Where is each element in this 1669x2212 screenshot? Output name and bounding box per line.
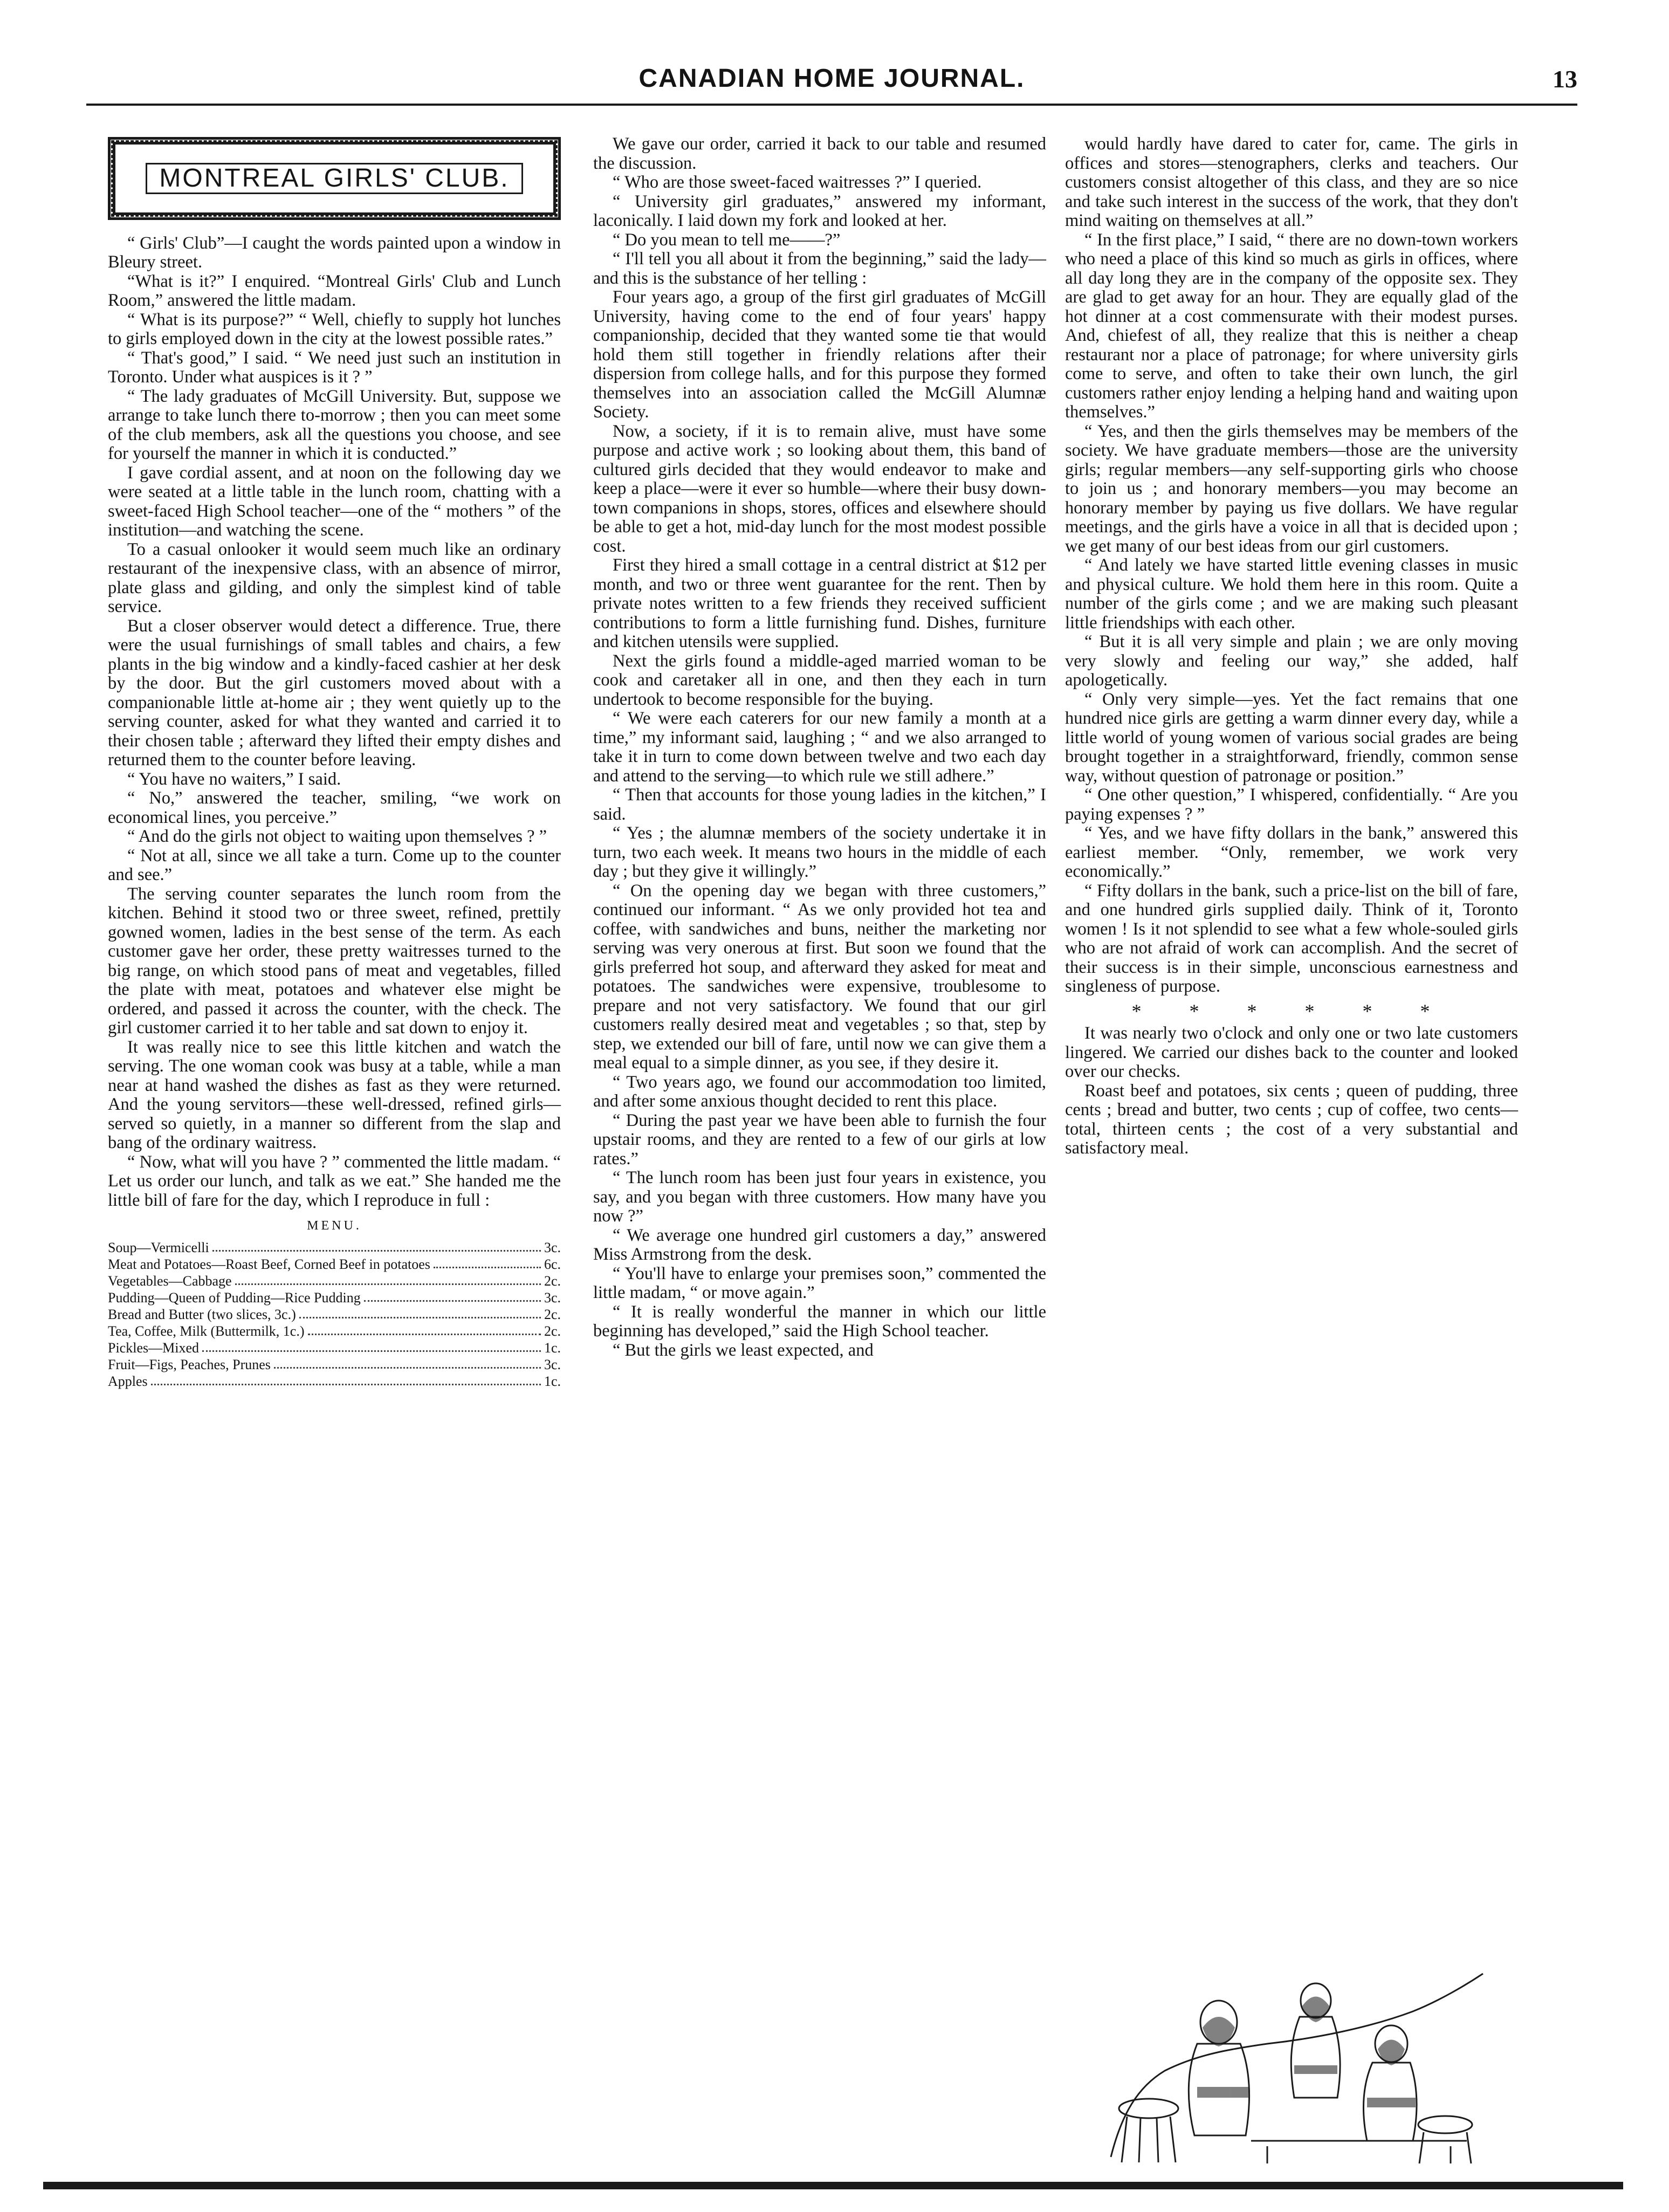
column-1 (108, 135, 561, 1390)
paragraph: would hardly have dared to cater for, came. The girls in offices and stores—stenographers, clerks and teachers. Our customers consist altogether of this class, and they are so nice and take such interest in the success of the work, that they don't mind waiting on themselves at all.” (1065, 134, 1518, 230)
paragraph: “ University girl graduates,” answered my informant, laconically. I laid down my fork and looked at her. (593, 191, 1046, 230)
menu-title: MENU. (307, 1219, 362, 1233)
menu-item-name: Apples (108, 1373, 148, 1389)
menu-row (108, 1273, 561, 1289)
paragraph: “ In the first place,” I said, “ there are no down-town workers who need a place of this kind so much as girls in offices, where all day long they are in the company of the opposite sex. They are glad to get away for an hour. They are equally glad of the hot dinner at a cost commensurate with their modest purses. And, chiefest of all, they realize that this is neither a cheap restaurant nor a place of patronage; for where university girls come to serve, and often to take their own lunch, the girl customers rather enjoy lending a helping hand and waiting upon themselves.” (1065, 230, 1518, 422)
section-separator: * * * * * * (1131, 1000, 1452, 1022)
menu-list (108, 1239, 561, 1390)
paragraph: “ What is its purpose?” “ Well, chiefly to supply hot lunches to girls employed down in the city at the lowest possible rates.” (108, 310, 561, 348)
paragraph: Now, a society, if it is to remain alive, must have some purpose and active work ; so looking about them, this band of cultured girls decided that they would endeavor to make and keep a place—were it ever so humble—where their busy down-town companions in shops, stores, offices and elsewhere should be able to get a hot, mid-day lunch for the most modest possible cost. (593, 421, 1046, 556)
column-3 (1065, 135, 1518, 1158)
paragraph: Four years ago, a group of the first girl graduates of McGill University, having come to the end of four years' happy companionship, decided that they wanted some tie that would hold them still together in friendly relations after their dispersion from college halls, and for this purpose they formed themselves into an association called the McGill Alumnæ Society. (593, 287, 1046, 422)
leader-dots (364, 1300, 541, 1302)
paragraph: To a casual onlooker it would seem much like an ordinary restaurant of the inexpensive class, with an absence of mirror, plate glass and gilding, and only the simplest kind of table service. (108, 539, 561, 616)
menu-item-price: 2c. (544, 1306, 561, 1322)
paragraph: “ During the past year we have been able to furnish the four upstair rooms, and they are rented to a few of our girls at low rates.” (593, 1110, 1046, 1169)
menu-item-price: 3c. (544, 1239, 561, 1255)
paragraph: “ Yes, and then the girls themselves may be members of the society. We have graduate members—those are the university girls; regular members—any self-supporting girls who choose to join us ; and honorary members—you may become an honorary member by paying us five dollars. We have regular meetings, and the girls have a voice in all that is decided upon ; we get many of our best ideas from our girl customers. (1065, 421, 1518, 556)
paragraph: First they hired a small cottage in a central district at $12 per month, and two or three went guarantee for the rent. Then by private notes written to a few friends they received sufficient contributions to form a little furnishing fund. Dishes, furniture and kitchen utensils were supplied. (593, 555, 1046, 651)
paragraph: I gave cordial assent, and at noon on the following day we were seated at a little table in the lunch room, chatting with a sweet-faced High School teacher—one of the “ mothers ” of the institution—and watching the scene. (108, 463, 561, 540)
page-number: 13 (1553, 65, 1577, 93)
menu-item-price: 1c. (544, 1373, 561, 1389)
paragraph: “ And lately we have started little evening classes in music and physical culture. We hold them here in this room. Quite a number of the girls come ; and we are making such pleasant little friendships with each other. (1065, 555, 1518, 633)
menu-item-name: Pickles—Mixed (108, 1339, 199, 1356)
paragraph: We gave our order, carried it back to our table and resumed the discussion. (593, 134, 1046, 173)
paragraph: It was nearly two o'clock and only one or two late customers lingered. We carried our dishes back to the counter and looked over our checks. (1065, 1023, 1518, 1081)
leader-dots (235, 1283, 541, 1285)
paragraph: “ The lady graduates of McGill University. But, suppose we arrange to take lunch there to-morrow ; then you can meet some of the club members, ask all the questions you choose, and see for yourself the manner in which it is conducted.” (108, 386, 561, 463)
column-3-ending (1065, 1024, 1518, 1158)
paragraph: It was really nice to see this little kitchen and watch the serving. The one woman cook was busy at a table, while a man near at hand washed the dishes as fast as they were returned. And the young servitors—these well-dressed, refined girls—served so quietly, in a manner so different from the slap and bang of the ordinary waitress. (108, 1037, 561, 1152)
menu-item-price: 3c. (544, 1289, 561, 1306)
paragraph: “ Yes, and we have fifty dollars in the bank,” answered this earliest member. “Only, remember, we work very economically.” (1065, 823, 1518, 881)
menu-row (108, 1239, 561, 1256)
column-2-text (593, 135, 1046, 1360)
paragraph: “ We were each caterers for our new family a month at a time,” my informant said, laughing ; “ and we also arranged to take it in turn to come down between twelve and two each day and attend to the serving—to which rule we still adhere.” (593, 709, 1046, 786)
paragraph: Roast beef and potatoes, six cents ; queen of pudding, three cents ; bread and butter, two cents ; cup of coffee, two cents—total, thirteen cents ; the cost of a very substantial and satisfactory meal. (1065, 1081, 1518, 1158)
menu-row (108, 1306, 561, 1323)
leader-dots (212, 1250, 541, 1252)
header-rule (86, 104, 1577, 106)
menu-row (108, 1323, 561, 1339)
paragraph: “ On the opening day we began with three customers,” continued our informant. “ As we only provided hot tea and coffee, with sandwiches and buns, neither the marketing nor serving was very onerous at first. But soon we found that the girls preferred hot soup, and afterward they asked for meat and potatoes. The sandwiches were expensive, troublesome to prepare and not very satisfactory. We found that our girl customers really desired meat and vegetables ; so that, step by step, we extended our bill of fare, until now we can give them a meal equal to a simple dinner, as you see, if they desire it. (593, 881, 1046, 1073)
paragraph: “ You'll have to enlarge your premises soon,” commented the little madam, “ or move again.” (593, 1263, 1046, 1302)
column-3-text (1065, 135, 1518, 997)
menu-item-name: Vegetables—Cabbage (108, 1273, 232, 1289)
menu-row (108, 1256, 561, 1273)
menu-item-price: 1c. (544, 1339, 561, 1356)
paragraph: “ Two years ago, we found our accommodation too limited, and after some anxious thought decided to rent this place. (593, 1072, 1046, 1111)
menu-item-price: 3c. (544, 1356, 561, 1372)
paragraph: “ One other question,” I whispered, confidentially. “ Are you paying expenses ? ” (1065, 785, 1518, 824)
menu-row (108, 1356, 561, 1373)
menu-row (108, 1289, 561, 1306)
paragraph: “ And do the girls not object to waiting upon themselves ? ” (127, 827, 547, 846)
menu-item-name: Meat and Potatoes—Roast Beef, Corned Beef in potatoes (108, 1256, 430, 1272)
bottom-border (43, 2182, 1623, 2189)
menu-row (108, 1339, 561, 1356)
paragraph: “ That's good,” I said. “ We need just such an institution in Toronto. Under what auspices is it ? ” (108, 348, 561, 387)
column-1-text (108, 234, 561, 1211)
paragraph: “ But it is all very simple and plain ; we are only moving very slowly and feeling our way,” she added, half apologetically. (1065, 632, 1518, 690)
menu-item-name: Fruit—Figs, Peaches, Prunes (108, 1356, 271, 1372)
menu-item-name: Soup—Vermicelli (108, 1239, 209, 1255)
paragraph: “ It is really wonderful the manner in which our little beginning has developed,” said the High School teacher. (593, 1302, 1046, 1341)
leader-dots (202, 1350, 541, 1352)
article-title-box (108, 137, 561, 220)
article-title: MONTREAL GIRLS' CLUB. (146, 163, 523, 194)
menu-row (108, 1373, 561, 1390)
leader-dots (151, 1384, 541, 1385)
paragraph: “ Yes ; the alumnæ members of the society undertake it in turn, two each week. It means two hours in the middle of each day ; but they give it willingly.” (593, 823, 1046, 881)
journal-title: CANADIAN HOME JOURNAL. (638, 64, 1025, 93)
page-header (86, 64, 1577, 101)
paragraph: “ Only very simple—yes. Yet the fact remains that one hundred nice girls are getting a warm dinner every day, while a little world of young women of various social grades are being brought together in a straightforward, friendly, common sense way, without question of patronage or position.” (1065, 689, 1518, 786)
paragraph: But a closer observer would detect a difference. True, there were the usual furnishings of small tables and chairs, a few plants in the big window and a kindly-faced cashier at her desk by the door. But the girl customers moved about with a companionable little at-home air ; they went quietly up to the serving counter, asked for what they wanted and carried it to their chosen table ; afterward they lifted their empty dishes and returned them to the counter before leaving. (108, 616, 561, 770)
lunch-room-illustration (1089, 1963, 1499, 2168)
leader-dots (299, 1317, 541, 1318)
paragraph: “ But the girls we least expected, and (613, 1340, 874, 1360)
leader-dots (434, 1267, 541, 1268)
paragraph: “ The lunch room has been just four years in existence, you say, and you began with three customers. How many have you now ?” (593, 1168, 1046, 1226)
menu-item-price: 2c. (544, 1273, 561, 1289)
menu-item-name: Pudding—Queen of Pudding—Rice Pudding (108, 1289, 361, 1306)
paragraph: “ Who are those sweet-faced waitresses ?” I queried. (613, 173, 982, 192)
paragraph: “ Then that accounts for those young ladies in the kitchen,” I said. (593, 785, 1046, 824)
paragraph: “ No,” answered the teacher, smiling, “we work on economical lines, you perceive.” (108, 788, 561, 827)
paragraph: Next the girls found a middle-aged married woman to be cook and caretaker all in one, and then they each in turn undertook to become responsible for the buying. (593, 651, 1046, 709)
paragraph: “ We average one hundred girl customers a day,” answered Miss Armstrong from the desk. (593, 1225, 1046, 1264)
paragraph: “ Do you mean to tell me——?” (613, 230, 841, 250)
paragraph: “What is it?” I enquired. “Montreal Girls' Club and Lunch Room,” answered the little madam. (108, 271, 561, 310)
paragraph: “ You have no waiters,” I said. (127, 769, 341, 789)
column-2 (593, 135, 1046, 1360)
paragraph: “ Not at all, since we all take a turn. Come up to the counter and see.” (108, 846, 561, 884)
leader-dots (308, 1334, 541, 1335)
leader-dots (274, 1367, 541, 1369)
paragraph: The serving counter separates the lunch room from the kitchen. Behind it stood two or three sweet, refined, prettily gowned women, ladies in the best sense of the term. As each customer gave her order, these pretty waitresses turned to the big range, on which stood pans of meat and vegetables, filled the plate with meat, potatoes and whatever else might be ordered, and passed it across the counter, with the check. The girl customer carried it to her table and sat down to enjoy it. (108, 884, 561, 1038)
paragraph: “ Girls' Club”—I caught the words painted upon a window in Bleury street. (108, 233, 561, 272)
menu-item-price: 6c. (544, 1256, 561, 1272)
menu-item-price: 2c. (544, 1323, 561, 1339)
paragraph: “ I'll tell you all about it from the beginning,” said the lady—and this is the substance of her telling : (593, 249, 1046, 288)
menu-item-name: Tea, Coffee, Milk (Buttermilk, 1c.) (108, 1323, 305, 1339)
paragraph: “ Fifty dollars in the bank, such a price-list on the bill of fare, and one hundred girls supplied daily. Think of it, Toronto women ! Is it not splendid to see what a few whole-souled girls who are not afraid of work can accomplish. And the secret of their success is in their simple, unconscious earnestness and singleness of purpose. (1065, 881, 1518, 996)
paragraph: “ Now, what will you have ? ” commented the little madam. “ Let us order our lunch, and talk as we eat.” She handed me the little bill of fare for the day, which I reproduce in full : (108, 1152, 561, 1210)
menu-item-name: Bread and Butter (two slices, 3c.) (108, 1306, 296, 1322)
